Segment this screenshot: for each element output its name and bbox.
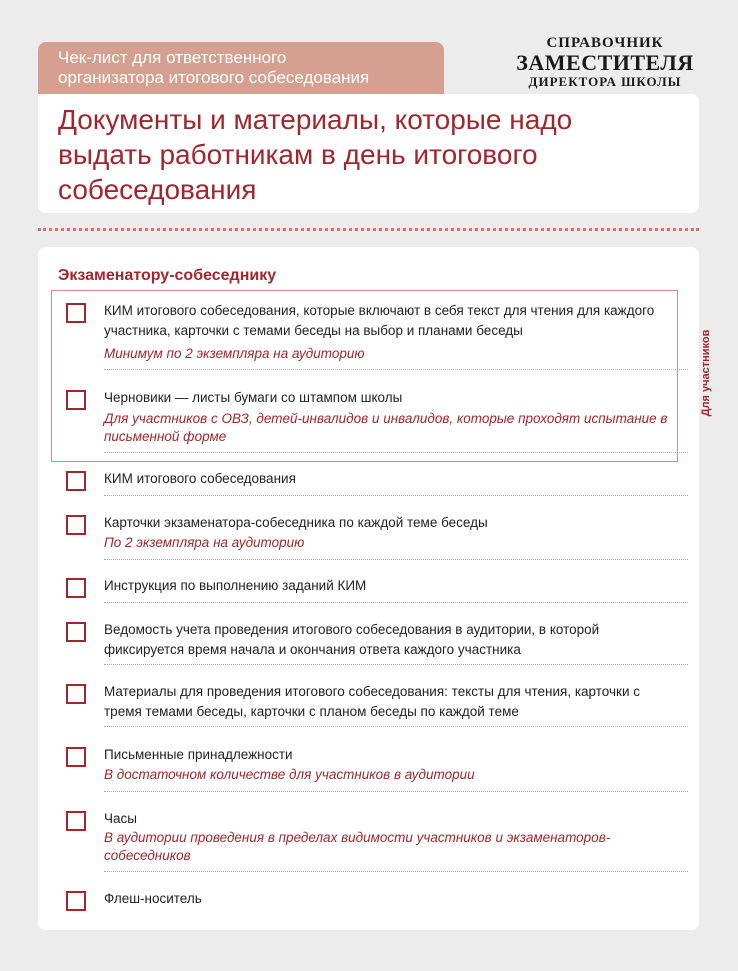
item-note: По 2 экземпляра на аудиторию (104, 535, 305, 550)
checkbox[interactable] (66, 578, 86, 598)
item-note: Минимум по 2 экземпляра на аудиторию (104, 346, 365, 361)
checkbox[interactable] (66, 622, 86, 642)
page-title-line3: собеседования (58, 174, 257, 205)
item-separator (104, 495, 688, 496)
item-note: В аудитории проведения в пределах видимости участников и экзаменаторов-собеседников (104, 830, 611, 863)
checkbox[interactable] (66, 303, 86, 323)
checkbox[interactable] (66, 811, 86, 831)
item-separator (104, 726, 688, 727)
item-separator (104, 559, 688, 560)
item-separator (104, 871, 688, 872)
item-text: Черновики — листы бумаги со штампом школы (104, 390, 403, 405)
item-text: Инструкция по выполнению заданий КИМ (104, 578, 367, 593)
checkbox[interactable] (66, 747, 86, 767)
checkbox[interactable] (66, 891, 86, 911)
item-text: Материалы для проведения итогового собеседования: тексты для чтения, карточки с тремя темами беседы, карточки с планом беседы по каждой теме (104, 684, 640, 719)
dotted-divider (38, 228, 699, 231)
item-separator (104, 664, 688, 665)
checklist-header-tab (38, 42, 444, 98)
item-separator (104, 369, 688, 370)
page-title-line1: Документы и материалы, которые надо (58, 104, 573, 135)
item-note: В достаточном количестве для участников в аудитории (104, 767, 475, 782)
item-text: КИМ итогового собеседования, которые включают в себя текст для чтения для каждого участника, карточки с темами беседы на выбор и планами беседы (104, 303, 655, 338)
checkbox[interactable] (66, 684, 86, 704)
checkbox[interactable] (66, 471, 86, 491)
page-title-line2: выдать работникам в день итогового (58, 139, 538, 170)
logo-line2: ЗАМЕСТИТЕЛЯ (516, 50, 694, 75)
checklist-subtitle-line1: Чек-лист для ответственного (58, 48, 287, 67)
item-text: Письменные принадлежности (104, 747, 293, 762)
checklist-panel (38, 247, 712, 930)
item-text: Карточки экзаменатора-собеседника по каждой теме беседы (104, 515, 488, 530)
item-separator (104, 791, 688, 792)
checklist-subtitle-line2: организатора итогового собеседования (58, 68, 370, 87)
title-panel (38, 94, 699, 213)
item-note: Для участников с ОВЗ, детей-инвалидов и инвалидов, которые проходят испытание в письменной форме (104, 411, 668, 444)
item-text: КИМ итогового собеседования (104, 471, 296, 486)
logo-line3: ДИРЕКТОРА ШКОЛЫ (528, 74, 682, 89)
publication-logo (500, 34, 710, 90)
logo-line1: СПРАВОЧНИК (546, 35, 664, 51)
item-text: Часы (104, 811, 137, 826)
checkbox[interactable] (66, 515, 86, 535)
item-separator (104, 602, 688, 603)
item-text: Ведомость учета проведения итогового собеседования в аудитории, в которой фиксируется время начала и окончания ответа каждого участника (104, 622, 600, 657)
checkbox[interactable] (66, 390, 86, 410)
checklist-subtitle (58, 48, 438, 88)
group-side-label: Для участников (700, 329, 712, 417)
section-title: Экзаменатору-собеседнику (58, 267, 277, 284)
page-title (58, 102, 678, 207)
item-text: Флеш-носитель (104, 891, 202, 906)
item-separator (104, 452, 688, 453)
